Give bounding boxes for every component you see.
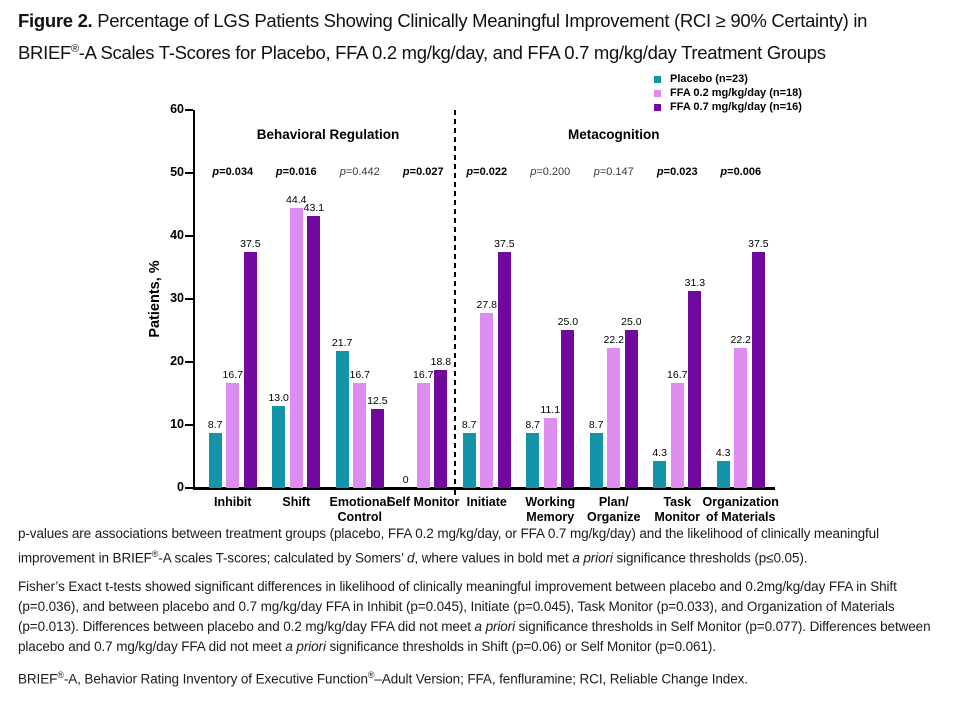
category-label-line: Organize [587,509,641,524]
footnote-paragraph-3 [18,665,936,690]
bar-value-label: 12.5 [367,395,388,407]
bar-value-label: 31.3 [684,277,706,289]
bar-value-label: 43.1 [303,202,325,214]
text-run: significance thresholds in Shift (p=0.06) or Self Monitor (p=0.061). [325,638,716,654]
bar [498,252,511,488]
text-run: ® [151,549,159,559]
bar-value-label: 8.7 [461,419,477,431]
p-value-label: p=0.027 [402,166,444,178]
p-value-label: p=0.016 [275,166,317,178]
text-run: -A scales T-scores; calculated by Somers’ [158,550,407,566]
bar [734,348,747,488]
y-tick [185,361,193,363]
category-label-line: Inhibit [214,495,252,509]
bar-value-label: 27.8 [476,299,497,311]
category-label-line: Plan/ [598,495,629,509]
text-run: ® [70,43,79,55]
text-run: Fisher’s Exact t-tests showed significant differences in likelihood of clinically meaningful improvement between placebo and 0.2mg/kg/day FFA in Shift (p=0.036), and between placebo and 0.7 mg/kg/day FFA in Inhibit (p=0.045), Initiate (p=0.045), Task Monitor (p=0.033), and Organization of Materials (p=0.013). Differences between placebo and 0.2 mg/kg/day FFA did not meet [18,578,897,634]
bar-value-label: 8.7 [525,419,540,431]
section-header: Metacognition [568,127,660,142]
text-run: , where values in bold met [414,550,573,566]
text-run: ® [367,669,375,680]
text-run: significance thresholds in Self Monitor (p=0.077). Differences between placebo and 0.7 mg/kg/day FFA did not meet [18,618,931,654]
footnote-paragraph-2 [18,577,936,657]
y-tick-label: 10 [170,417,184,431]
bar [290,208,303,488]
text-run: p-values are associations between treatment groups (placebo, FFA 0.2 mg/kg/day, or FFA 0.7 mg/kg/day) and the likelihood of clinically meaningful improvement in BRIEF [18,526,879,566]
bar [590,433,603,488]
text-run: a priori [474,618,515,634]
bar-value-label: 22.2 [730,334,751,346]
bar [371,409,384,488]
bar-value-label: 37.5 [494,238,515,250]
y-tick-label: 30 [170,291,184,305]
category-label-line: Shift [282,495,311,509]
category-label-line: Self Monitor [387,495,460,509]
bar-value-label: 13.0 [268,392,289,404]
category-label [694,495,788,524]
text-run: significance thresholds (p≤0.05). [612,550,808,566]
p-value-label: p=0.200 [530,166,571,178]
category-label-line: of Materials [706,509,776,524]
category-label-line: Monitor [654,509,701,524]
text-run: d [407,550,415,566]
bar [209,433,222,488]
bar [717,461,730,488]
bar-value-label: 16.7 [349,369,370,381]
text-run: BRIEF [18,671,58,686]
bar [625,330,638,488]
category-label-line: Task [663,495,692,509]
bar [526,433,539,488]
p-value-label: p=0.442 [339,166,380,178]
y-tick [185,487,193,489]
bar [752,252,765,488]
bar [272,406,285,488]
category-label-line: Working [525,495,576,509]
text-run: -A Scales T-Scores for Placebo, FFA 0.2 mg/kg/day, and FFA 0.7 mg/kg/day Treatment Groups [78,42,826,64]
category-label-line: Memory [526,509,575,524]
bar-value-label: 16.7 [413,369,434,381]
y-tick-label: 0 [177,480,184,494]
y-tick [185,424,193,426]
bar [688,291,701,488]
legend-label: Placebo (n=23) [670,73,748,85]
bar-value-label: 4.3 [715,447,731,459]
bar [671,383,684,488]
bar-value-label: 25.0 [621,316,642,328]
y-tick-label: 60 [170,102,184,116]
text-run: ® [57,669,64,680]
bar [463,433,476,488]
text-run: a priori [572,550,613,566]
footnotes [18,524,936,697]
bar-value-label: 22.2 [603,334,624,346]
category-label-line: Initiate [466,495,507,509]
bar-value-label: 18.8 [430,356,452,368]
bar [226,383,239,488]
y-tick [185,109,193,111]
y-tick-label: 20 [170,354,184,368]
text-run: a priori [285,638,326,654]
legend-label: FFA 0.2 mg/kg/day (n=18) [670,87,802,99]
text-run: -A, Behavior Rating Inventory of Executive Function [63,671,368,686]
bar [307,216,320,488]
bar [653,461,666,488]
p-value-label: p=0.006 [720,166,762,178]
bar-value-label: 16.7 [222,369,243,381]
bar-value-label: 0 [402,474,409,486]
text-run: BRIEF [18,42,71,64]
legend-label: FFA 0.7 mg/kg/day (n=16) [670,101,802,113]
category-label-line: Emotional [329,495,390,509]
category-label-line: Control [337,509,382,524]
bar-value-label: 37.5 [240,238,261,250]
bar-value-label: 44.4 [286,194,307,206]
p-value-label: p=0.023 [656,166,698,178]
bar [480,313,493,488]
section-header: Behavioral Regulation [256,127,400,142]
bar-value-label: 21.7 [331,337,353,349]
y-tick-label: 40 [170,228,184,242]
bar [434,370,447,488]
text-run: –Adult Version; FFA, fenfluramine; RCI, Reliable Change Index. [374,671,748,686]
bar [417,383,430,488]
bar [607,348,620,488]
y-tick-label: 50 [170,165,184,179]
bar-value-label: 16.7 [667,369,688,381]
bar [544,418,557,488]
bar-value-label: 8.7 [588,419,604,431]
bar-value-label: 11.1 [540,404,561,416]
bar-value-label: 25.0 [557,316,579,328]
figure-title-text: Percentage of LGS Patients Showing Clinically Meaningful Improvement (RCI ≥ 90% Certainty) in [92,10,868,31]
bar-value-label: 8.7 [207,419,223,431]
figure-number: Figure 2. [18,10,93,31]
bar [561,330,574,488]
footnote-paragraph-1 [18,524,936,569]
bar-value-label: 37.5 [748,238,769,250]
y-tick [185,235,193,237]
y-axis-title: Patients, % [147,260,163,338]
bar-value-label: 4.3 [652,447,667,459]
p-value-label: p=0.147 [593,166,634,178]
p-value-label: p=0.022 [466,166,508,178]
category-label-line: Organization [702,495,779,509]
y-tick [185,298,193,300]
p-value-label: p=0.034 [212,166,254,178]
bar [244,252,257,488]
